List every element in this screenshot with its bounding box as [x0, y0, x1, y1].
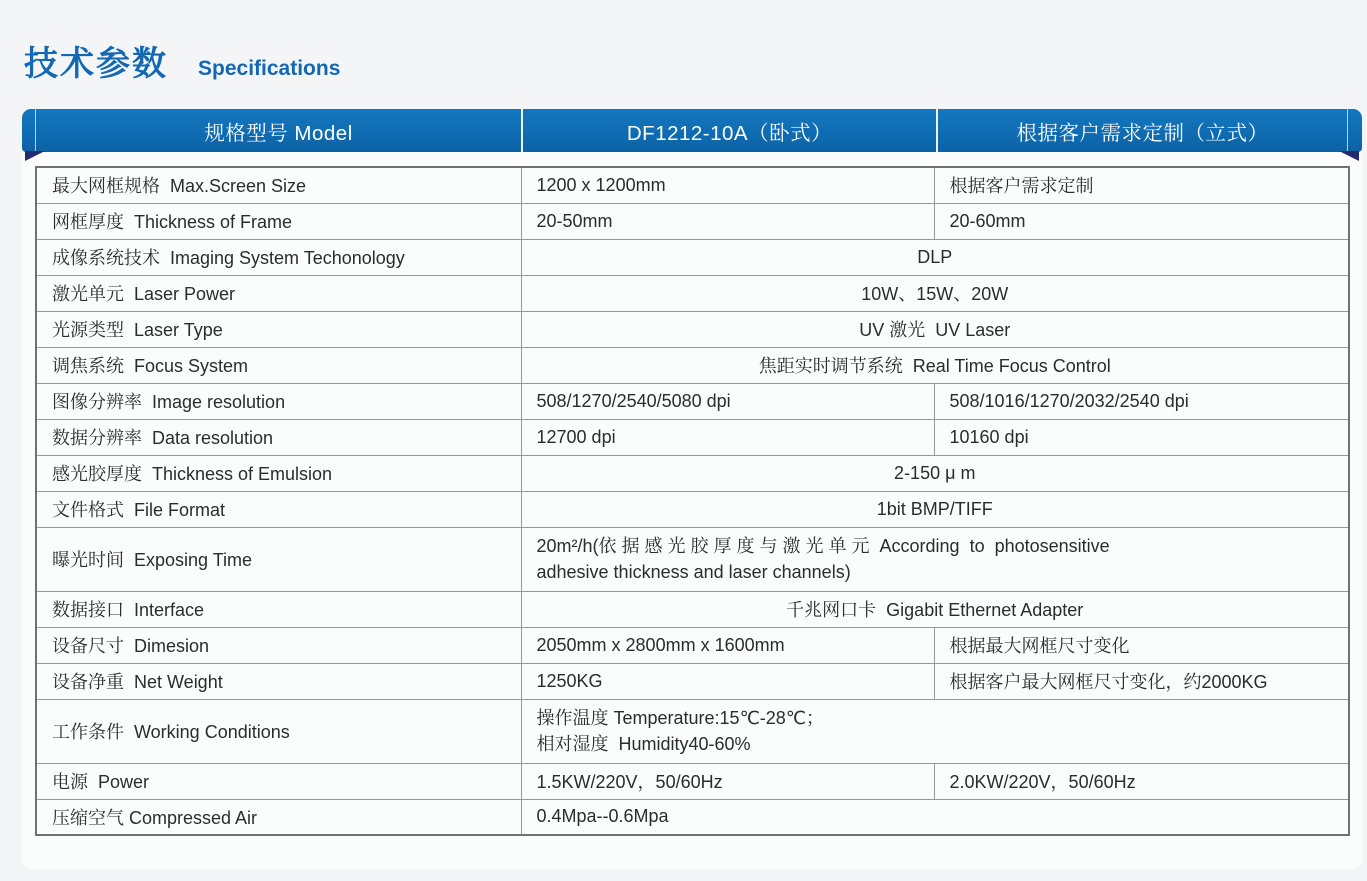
table-row [36, 663, 1349, 699]
spec-label: 文件格式 File Format [36, 491, 521, 527]
spec-value: 根据客户最大网框尺寸变化，约2000KG [934, 663, 1349, 699]
table-row [36, 491, 1349, 527]
table-row [36, 419, 1349, 455]
spec-value: 1200 x 1200mm [521, 167, 934, 203]
spec-value-merged: 2-150 μ m [521, 455, 1349, 491]
table-row [36, 591, 1349, 627]
specifications-table [35, 166, 1350, 836]
spec-value-line: 相对湿度 Humidity40-60% [536, 734, 751, 754]
table-header-row [35, 109, 1348, 152]
spec-value-merged: 0.4Mpa--0.6Mpa [521, 799, 1349, 835]
spec-value: 12700 dpi [521, 419, 934, 455]
spec-value: 1.5KW/220V，50/60Hz [521, 763, 934, 799]
spec-label: 感光胶厚度 Thickness of Emulsion [36, 455, 521, 491]
spec-label: 工作条件 Working Conditions [36, 699, 521, 763]
table-header-ribbon [22, 109, 1362, 152]
spec-label: 数据分辨率 Data resolution [36, 419, 521, 455]
spec-value: 20-50mm [521, 203, 934, 239]
spec-value: 根据客户需求定制 [934, 167, 1349, 203]
page-title-chinese: 技术参数 [24, 45, 168, 83]
spec-value: 10160 dpi [934, 419, 1349, 455]
table-row [36, 527, 1349, 591]
spec-value-line: 20m²/h(依 据 感 光 胶 厚 度 与 激 光 单 元 According to photosensitive [536, 536, 1110, 556]
table-row [36, 311, 1349, 347]
spec-value-line: adhesive thickness and laser channels) [536, 562, 851, 582]
spec-value-merged: DLP [521, 239, 1349, 275]
spec-value: 1250KG [521, 663, 934, 699]
spec-label: 最大网框规格 Max.Screen Size [36, 167, 521, 203]
spec-value: 508/1016/1270/2032/2540 dpi [934, 383, 1349, 419]
column-header-df1212-10a: DF1212-10A（卧式） [521, 109, 936, 152]
column-header-model: 规格型号 Model [204, 121, 353, 145]
spec-value-merged: 焦距实时调节系统 Real Time Focus Control [521, 347, 1349, 383]
page-title [24, 36, 340, 85]
spec-value: 根据最大网框尺寸变化 [934, 627, 1349, 663]
table-row [36, 799, 1349, 835]
spec-label: 设备尺寸 Dimesion [36, 627, 521, 663]
table-row [36, 347, 1349, 383]
spec-label: 网框厚度 Thickness of Frame [36, 203, 521, 239]
spec-value: 20-60mm [934, 203, 1349, 239]
spec-label: 压缩空气 Compressed Air [36, 799, 521, 835]
table-row [36, 763, 1349, 799]
spec-value-merged: 10W、15W、20W [521, 275, 1349, 311]
spec-label: 数据接口 Interface [36, 591, 521, 627]
table-row [36, 203, 1349, 239]
spec-value-merged [521, 699, 1349, 763]
spec-label: 设备净重 Net Weight [36, 663, 521, 699]
spec-value-merged: 1bit BMP/TIFF [521, 491, 1349, 527]
page-title-english: Specifications [198, 57, 341, 80]
spec-table-body [36, 167, 1349, 835]
spec-value-merged: UV 激光 UV Laser [521, 311, 1349, 347]
table-row [36, 699, 1349, 763]
spec-value-line: 操作温度 Temperature:15℃-28℃； [536, 708, 825, 728]
column-header-customized: 根据客户需求定制（立式） [936, 109, 1347, 152]
spec-label: 曝光时间 Exposing Time [36, 527, 521, 591]
spec-value-merged: 千兆网口卡 Gigabit Ethernet Adapter [521, 591, 1349, 627]
table-row [36, 167, 1349, 203]
spec-value: 2.0KW/220V，50/60Hz [934, 763, 1349, 799]
spec-label: 激光单元 Laser Power [36, 275, 521, 311]
spec-value-merged [521, 527, 1349, 591]
table-row [36, 455, 1349, 491]
spec-value: 508/1270/2540/5080 dpi [521, 383, 934, 419]
table-row [36, 275, 1349, 311]
spec-label: 图像分辨率 Image resolution [36, 383, 521, 419]
spec-label: 光源类型 Laser Type [36, 311, 521, 347]
spec-label: 电源 Power [36, 763, 521, 799]
table-row [36, 239, 1349, 275]
spec-label: 调焦系统 Focus System [36, 347, 521, 383]
spec-label: 成像系统技术 Imaging System Techonology [36, 239, 521, 275]
table-row [36, 383, 1349, 419]
table-row [36, 627, 1349, 663]
spec-value: 2050mm x 2800mm x 1600mm [521, 627, 934, 663]
